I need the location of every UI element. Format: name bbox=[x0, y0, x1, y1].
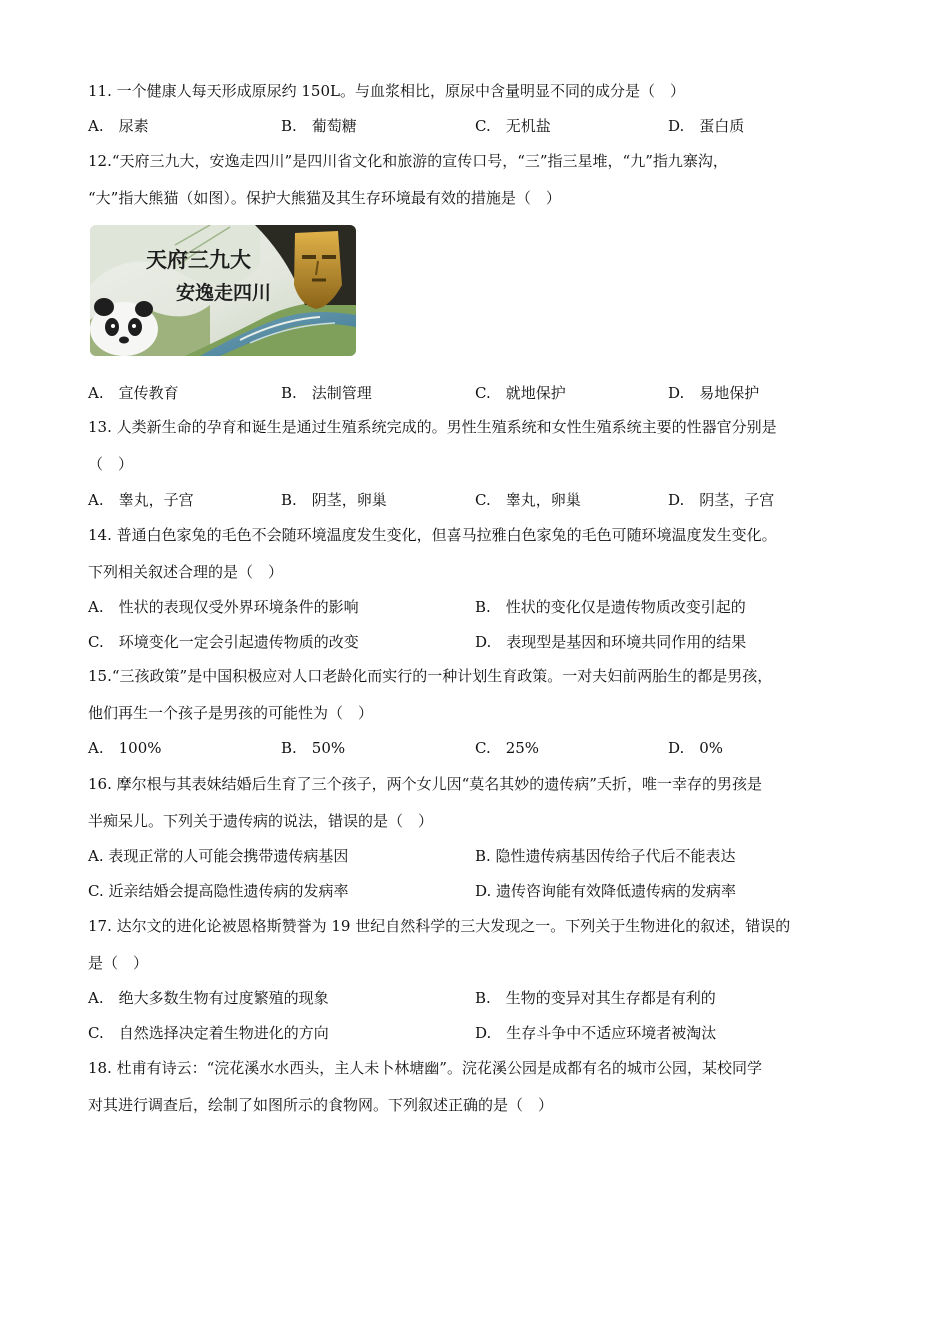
question-18-stem-line-2: 对其进行调查后，绘制了如图所示的食物网。下列叙述正确的是（ ） bbox=[88, 1096, 554, 1114]
question-15-option-d: D. 0% bbox=[668, 739, 724, 757]
question-17-stem-line-2: 是（ ） bbox=[88, 954, 149, 972]
question-15-option-a: A. 100% bbox=[88, 739, 162, 757]
question-12-option-d: D. 易地保护 bbox=[668, 384, 760, 402]
question-17-option-c: C. 自然选择决定着生物进化的方向 bbox=[88, 1024, 329, 1042]
question-12-stem-line-1: 12.“天府三九大，安逸走四川”是四川省文化和旅游的宣传口号，“三”指三星堆，“九”指九寨沟， bbox=[88, 152, 728, 170]
slogan-line-2: 安逸走四川 bbox=[176, 282, 272, 304]
question-13-option-d: D. 阴茎，子宫 bbox=[668, 491, 775, 509]
question-16-option-b: B. 隐性遗传病基因传给子代后不能表达 bbox=[475, 847, 736, 865]
question-18-stem-line-1: 18. 杜甫有诗云：“浣花溪水水西头，主人未卜林塘幽”。浣花溪公园是成都有名的城市公园，某校同学 bbox=[88, 1059, 762, 1077]
sichuan-tourism-illustration bbox=[90, 225, 356, 356]
question-14-option-c: C. 环境变化一定会引起遗传物质的改变 bbox=[88, 633, 359, 651]
question-17-stem-line-1: 17. 达尔文的进化论被恩格斯赞誉为 19 世纪自然科学的三大发现之一。下列关于生物进化的叙述，错误的 bbox=[88, 917, 791, 935]
question-14-option-b: B. 性状的变化仅是遗传物质改变引起的 bbox=[475, 598, 746, 616]
illustration-artwork bbox=[90, 225, 356, 356]
question-15-stem-line-2: 他们再生一个孩子是男孩的可能性为（ ） bbox=[88, 704, 374, 722]
question-16-option-a: A. 表现正常的人可能会携带遗传病基因 bbox=[88, 847, 349, 865]
question-15-stem-line-1: 15.“三孩政策”是中国积极应对人口老龄化而实行的一种计划生育政策。一对夫妇前两胎生的都是男孩， bbox=[88, 667, 773, 685]
question-13-option-b: B. 阴茎，卵巢 bbox=[281, 491, 387, 509]
question-11-option-c: C. 无机盐 bbox=[475, 117, 551, 135]
question-14-stem-line-1: 14. 普通白色家兔的毛色不会随环境温度发生变化，但喜马拉雅白色家兔的毛色可随环境温度发生变化。 bbox=[88, 526, 777, 544]
question-13-stem-line-2: （ ） bbox=[88, 455, 134, 473]
question-14-option-a: A. 性状的表现仅受外界环境条件的影响 bbox=[88, 598, 359, 616]
question-14-option-d: D. 表现型是基因和环境共同作用的结果 bbox=[475, 633, 747, 651]
question-11-stem: 11. 一个健康人每天形成原尿约 150L。与血浆相比，原尿中含量明显不同的成分是（ ） bbox=[88, 82, 685, 100]
question-13-stem-line-1: 13. 人类新生命的孕育和诞生是通过生殖系统完成的。男性生殖系统和女性生殖系统主要的性器官分别是 bbox=[88, 418, 777, 436]
question-17-option-d: D. 生存斗争中不适应环境者被淘汰 bbox=[475, 1024, 717, 1042]
question-17-option-b: B. 生物的变异对其生存都是有利的 bbox=[475, 989, 716, 1007]
question-12-option-b: B. 法制管理 bbox=[281, 384, 372, 402]
question-12-option-a: A. 宣传教育 bbox=[88, 384, 179, 402]
question-12-option-c: C. 就地保护 bbox=[475, 384, 566, 402]
question-12-stem-line-2: “大”指大熊猫（如图）。保护大熊猫及其生存环境最有效的措施是（ ） bbox=[88, 189, 561, 207]
slogan-line-1: 天府三九大 bbox=[146, 248, 251, 272]
question-17-option-a: A. 绝大多数生物有过度繁殖的现象 bbox=[88, 989, 329, 1007]
question-11-option-d: D. 蛋白质 bbox=[668, 117, 745, 135]
question-15-option-c: C. 25% bbox=[475, 739, 540, 757]
question-16-option-c: C. 近亲结婚会提高隐性遗传病的发病率 bbox=[88, 882, 349, 900]
question-16-stem-line-1: 16. 摩尔根与其表妹结婚后生育了三个孩子，两个女儿因“莫名其妙的遗传病”夭折，唯一幸存的男孩是 bbox=[88, 775, 762, 793]
question-11-option-b: B. 葡萄糖 bbox=[281, 117, 357, 135]
question-16-option-d: D. 遗传咨询能有效降低遗传病的发病率 bbox=[475, 882, 737, 900]
question-11-option-a: A. 尿素 bbox=[88, 117, 149, 135]
question-14-stem-line-2: 下列相关叙述合理的是（ ） bbox=[88, 563, 284, 581]
question-13-option-a: A. 睾丸，子宫 bbox=[88, 491, 194, 509]
question-15-option-b: B. 50% bbox=[281, 739, 346, 757]
question-13-option-c: C. 睾丸，卵巢 bbox=[475, 491, 581, 509]
question-16-stem-line-2: 半痴呆儿。下列关于遗传病的说法，错误的是（ ） bbox=[88, 812, 434, 830]
